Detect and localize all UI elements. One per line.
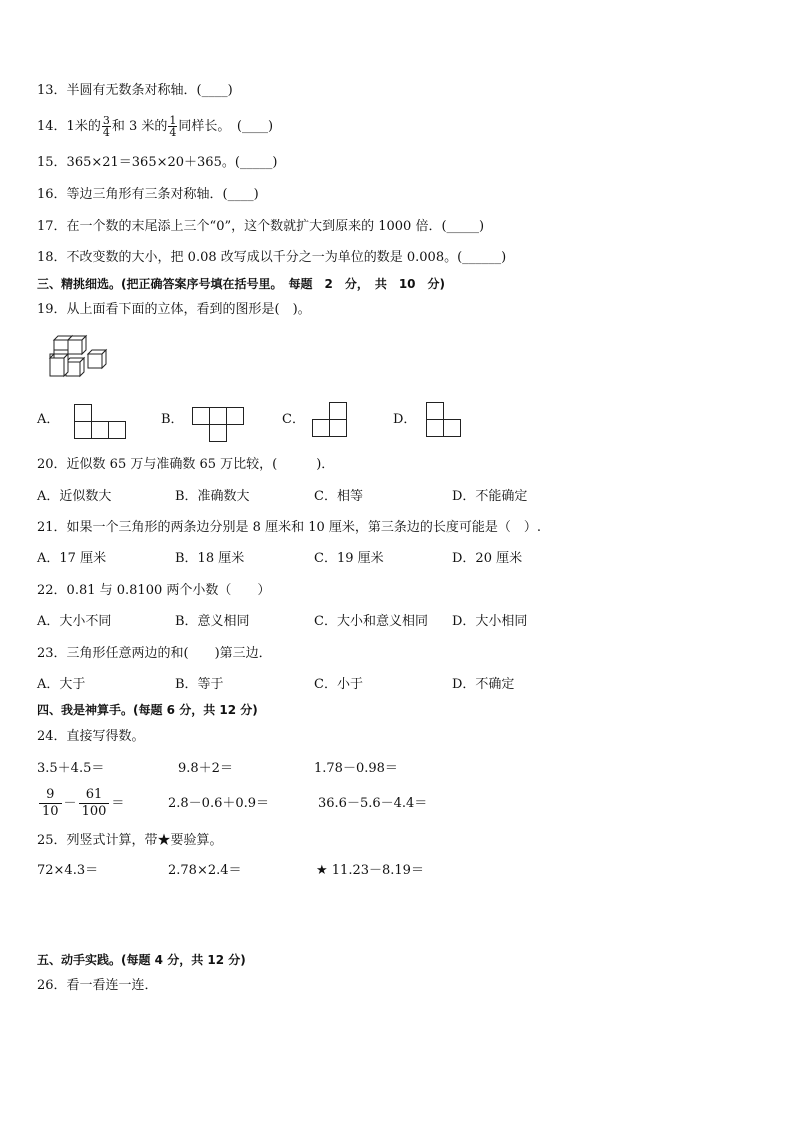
- q24-expr-6: 36.6－5.6－4.4＝: [318, 796, 428, 811]
- q22-option-c: C．大小和意义相同: [314, 614, 428, 629]
- q25-expr-1: 72×4.3＝: [37, 863, 99, 878]
- q14-middle: 和 3 米的: [111, 119, 168, 134]
- question-26-stem: 26．看一看连一连．: [37, 978, 158, 993]
- q23-option-a: A．大于: [37, 677, 86, 692]
- q14-suffix: 同样长。 (____): [178, 119, 274, 134]
- question-21-stem: 21．如果一个三角形的两条边分别是 8 厘米和 10 厘米，第三条边的长度可能是（ ）.: [37, 520, 542, 535]
- q19-option-a-label: A．: [37, 412, 60, 427]
- q24-expr-4: [37, 784, 124, 824]
- q24-expr-5: 2.8－0.6＋0.9＝: [168, 796, 270, 811]
- minus-sign: －: [63, 796, 77, 811]
- q19-option-d-label: D．: [393, 412, 417, 427]
- q22-option-b: B．意义相同: [175, 614, 250, 629]
- q20-option-d: D．不能确定: [452, 489, 528, 504]
- question-19-stem: 19．从上面看下面的立体，看到的图形是( )。: [37, 302, 311, 317]
- question-16: 16．等边三角形有三条对称轴．(____): [37, 187, 259, 202]
- q19-option-d-figure: [426, 402, 462, 438]
- q24-expr-3: 1.78－0.98＝: [314, 761, 398, 776]
- q24-expr-1: 3.5＋4.5＝: [37, 761, 105, 776]
- q22-option-d: D．大小相同: [452, 614, 528, 629]
- question-24-stem: 24．直接写得数。: [37, 729, 145, 744]
- q20-option-b: B．准确数大: [175, 489, 250, 504]
- question-22-stem: 22．0.81 与 0.8100 两个小数（ ）: [37, 583, 271, 598]
- question-17: 17．在一个数的末尾添上三个“0”，这个数就扩大到原来的 1000 倍．(_____): [37, 219, 485, 234]
- q19-option-c-label: C．: [282, 412, 305, 427]
- q22-option-a: A．大小不同: [37, 614, 112, 629]
- fraction-one-quarter: $\frac{1}{4}$: [169, 114, 177, 139]
- q19-option-b-figure: [192, 407, 246, 443]
- question-15: 15．365×21＝365×20＋365。(_____): [37, 155, 278, 170]
- section-4-heading: 四、我是神算手。(每题 6 分，共 12 分): [37, 703, 258, 717]
- q19-option-a-figure: [74, 404, 128, 440]
- q21-option-b: B．18 厘米: [175, 551, 245, 566]
- equals-sign: ＝: [111, 796, 125, 811]
- q23-option-c: C．小于: [314, 677, 363, 692]
- section-3-heading: 三、精挑细选。(把正确答案序号填在括号里。 每题 2 分， 共 10 分): [37, 277, 446, 291]
- question-14: [37, 114, 273, 140]
- q20-option-c: C．相等: [314, 489, 363, 504]
- q24-expr-2: 9.8＋2＝: [178, 761, 233, 776]
- q23-option-d: D．不确定: [452, 677, 515, 692]
- q19-option-b-label: B．: [161, 412, 184, 427]
- fraction-nine-tenths: $\frac{9}{10}$: [39, 787, 62, 821]
- question-18: 18．不改变数的大小，把 0.08 改写成以千分之一为单位的数是 0.008。(______): [37, 250, 507, 265]
- q23-option-b: B．等于: [175, 677, 224, 692]
- question-13: 13．半圆有无数条对称轴．(____): [37, 83, 233, 98]
- cube-solid-figure: [48, 332, 118, 382]
- q25-expr-3: ★ 11.23－8.19＝: [316, 863, 424, 878]
- q19-option-c-figure: [312, 402, 348, 438]
- fraction-three-quarters: $\frac{3}{4}$: [102, 114, 110, 139]
- q25-expr-2: 2.78×2.4＝: [168, 863, 242, 878]
- q14-prefix: 14．1米的: [37, 119, 101, 134]
- q21-option-d: D．20 厘米: [452, 551, 523, 566]
- question-23-stem: 23．三角形任意两边的和( )第三边．: [37, 646, 272, 661]
- q20-option-a: A．近似数大: [37, 489, 112, 504]
- fraction-61-hundredths: $\frac{61}{100}$: [79, 787, 110, 821]
- question-20-stem: 20．近似数 65 万与准确数 65 万比较，( )．: [37, 457, 335, 472]
- q21-option-c: C．19 厘米: [314, 551, 384, 566]
- q21-option-a: A．17 厘米: [37, 551, 107, 566]
- section-5-heading: 五、动手实践。(每题 4 分，共 12 分): [37, 953, 246, 967]
- question-25-stem: 25．列竖式计算，带★要验算。: [37, 833, 223, 848]
